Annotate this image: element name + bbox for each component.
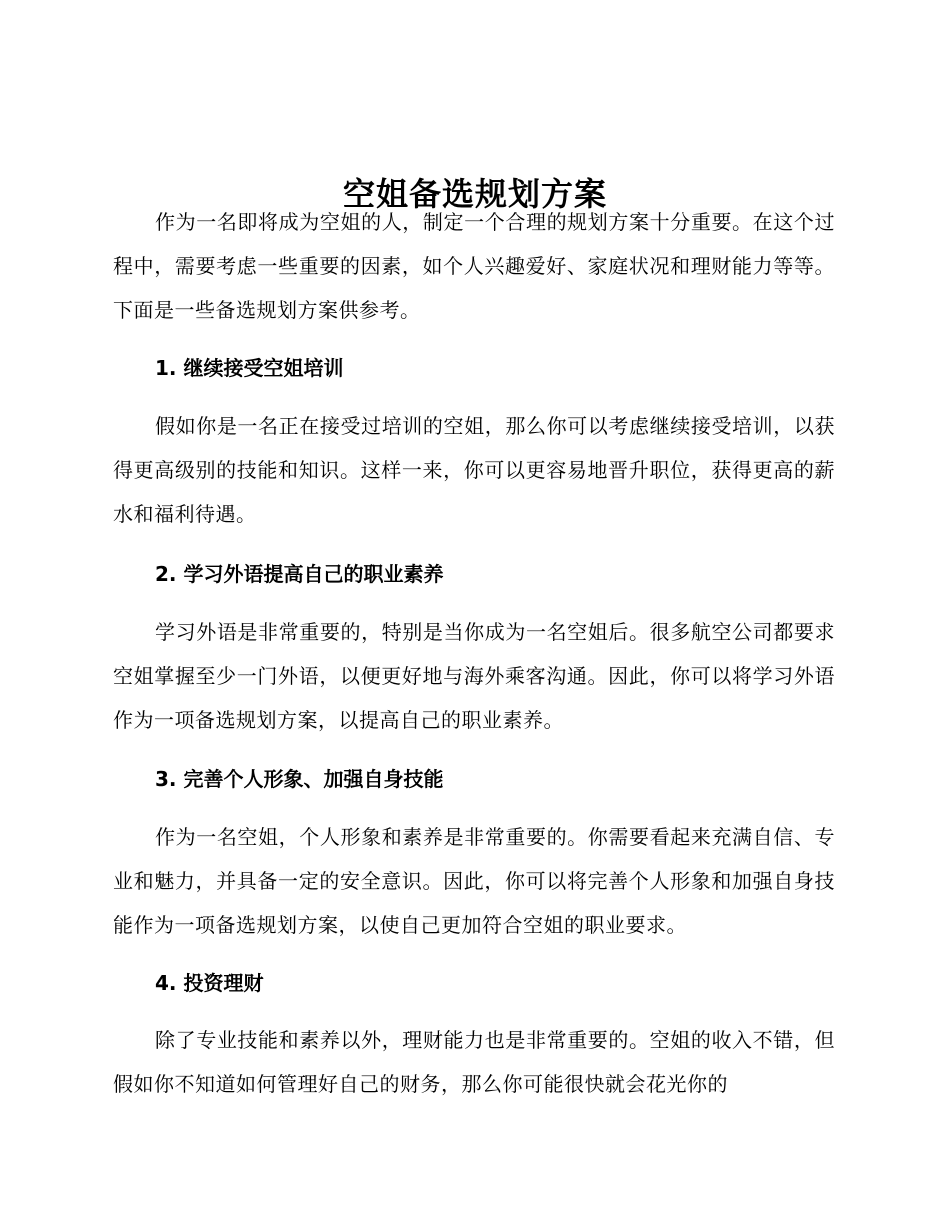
section-body-2: 学习外语是非常重要的，特别是当你成为一名空姐后。很多航空公司都要求空姐掌握至少一门外语，以便更好地与海外乘客沟通。因此，你可以将学习外语作为一项备选规划方案，以提高自己的职业素养。 (113, 620, 835, 732)
page-title: 空姐备选规划方案 (342, 175, 607, 214)
intro-paragraph: 作为一名即将成为空姐的人，制定一个合理的规划方案十分重要。在这个过程中，需要考虑一些重要的因素，如个人兴趣爱好、家庭状况和理财能力等等。下面是一些备选规划方案供参考。 (113, 210, 835, 322)
section-body-3: 作为一名空姐，个人形象和素养是非常重要的。你需要看起来充满自信、专业和魅力，并具备一定的安全意识。因此，你可以将完善个人形象和加强自身技能作为一项备选规划方案，以使自己更加符合空姐的职业要求。 (113, 825, 835, 937)
section-body-1: 假如你是一名正在接受过培训的空姐，那么你可以考虑继续接受培训，以获得更高级别的技能和知识。这样一来，你可以更容易地晋升职位，获得更高的薪水和福利待遇。 (113, 414, 835, 526)
section-heading-3: 3. 完善个人形象、加强自身技能 (155, 767, 444, 791)
section-heading-4: 4. 投资理财 (155, 971, 264, 995)
section-body-4: 除了专业技能和素养以外，理财能力也是非常重要的。空姐的收入不错，但假如你不知道如何管理好自己的财务，那么你可能很快就会花光你的 (113, 1028, 835, 1096)
section-heading-2: 2. 学习外语提高自己的职业素养 (155, 562, 444, 586)
section-heading-1: 1. 继续接受空姐培训 (155, 356, 344, 380)
